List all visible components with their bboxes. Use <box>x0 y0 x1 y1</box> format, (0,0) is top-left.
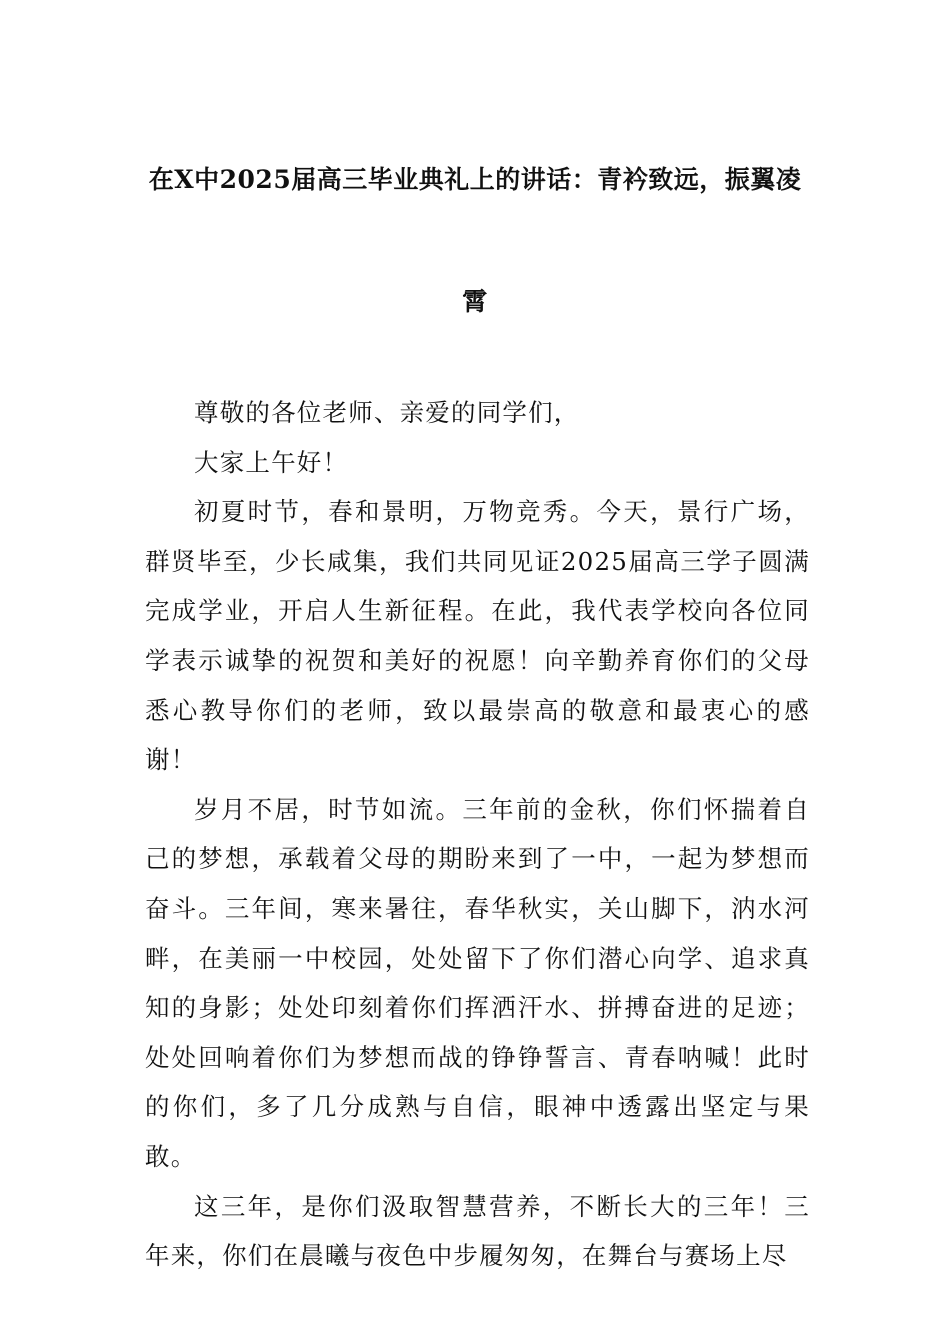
document-title-line-1: 在X中2025届高三毕业典礼上的讲话：青衿致远，振翼凌 <box>148 165 802 194</box>
salutation-paragraph: 尊敬的各位老师、亲爱的同学们， <box>194 398 580 427</box>
document-title-line-2: 霄 <box>462 287 488 316</box>
body-paragraph: 这三年，是你们汲取智慧营养，不断长大的三年！三年来，你们在晨曦与夜色中步履匆匆，在舞台与赛场上尽 <box>145 1191 810 1271</box>
greeting-paragraph: 大家上午好！ <box>194 447 349 477</box>
body-paragraph: 初夏时节，春和景明，万物竞秀。今天，景行广场，群贤毕至，少长咸集，我们共同见证2025届高三学子圆满完成学业，开启人生新征程。在此，我代表学校向各位同学表示诚挚的祝贺和美好的祝愿！向辛勤养育你们的父母悉心教导你们的老师，致以最崇高的敬意和最衷心的感谢！ <box>145 497 810 775</box>
document-body <box>145 388 810 1281</box>
body-paragraph: 岁月不居，时节如流。三年前的金秋，你们怀揣着自己的梦想，承载着父母的期盼来到了一中，一起为梦想而奋斗。三年间，寒来暑往，春华秋实，关山脚下，汭水河畔，在美丽一中校园，处处留下了你们潜心向学、追求真知的身影；处处印刻着你们挥洒汗水、拼搏奋进的足迹；处处回响着你们为梦想而战的铮铮誓言、青春呐喊！此时的你们，多了几分成熟与自信，眼神中透露出坚定与果敢。 <box>145 794 810 1171</box>
